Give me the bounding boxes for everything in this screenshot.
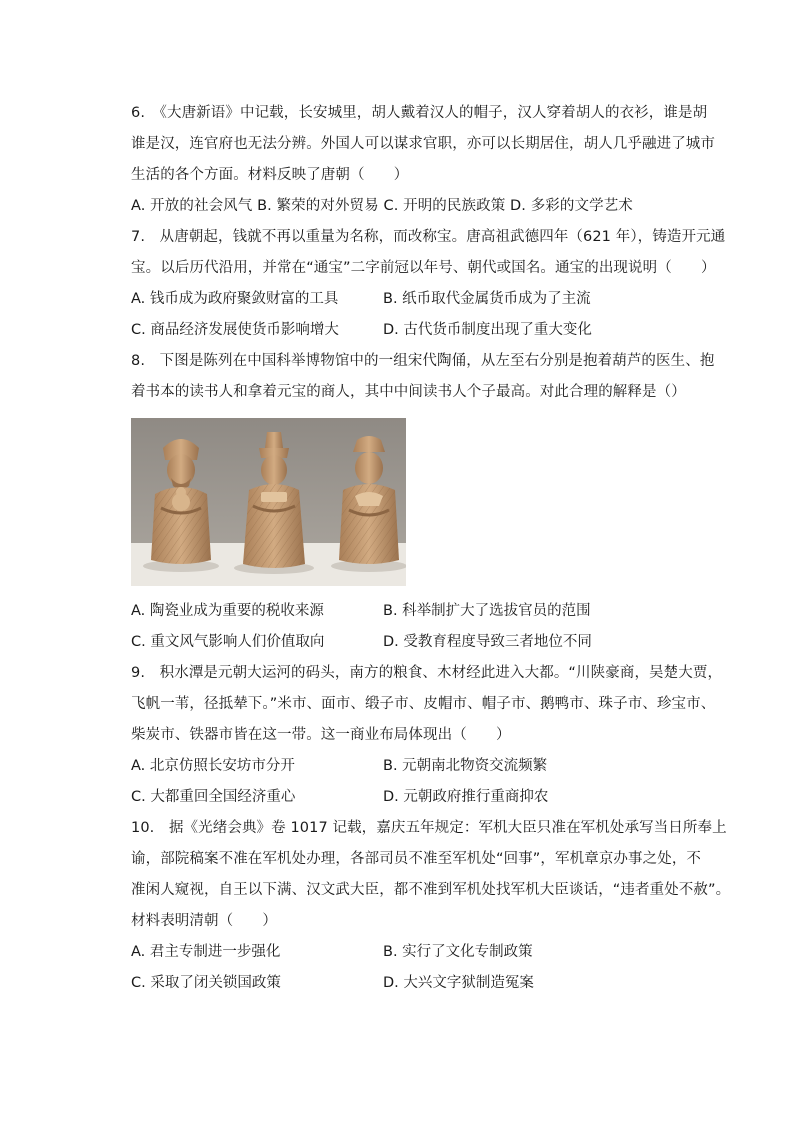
q9-option-d: D. 元朝政府推行重商抑农 — [383, 789, 549, 805]
q9-line1: 9. 积水潭是元朝大运河的码头，南方的粮食、木材经此进入大都。“川陕豪商，吴楚大贾， — [131, 665, 723, 681]
q7-option-a: A. 钱币成为政府聚敛财富的工具 — [131, 291, 339, 307]
q6-line1: 6. 《大唐新语》中记载，长安城里，胡人戴着汉人的帽子，汉人穿着胡人的衣衫，谁是胡 — [131, 105, 708, 121]
q9-line3: 柴炭市、铁器市皆在这一带。这一商业布局体现出（ ） — [131, 727, 511, 743]
song-pottery-figurines-photo — [131, 418, 406, 586]
q10-line4: 材料表明清朝（ ） — [131, 913, 277, 929]
q10-option-a: A. 君主专制进一步强化 — [131, 944, 281, 960]
q6-line3: 生活的各个方面。材料反映了唐朝（ ） — [131, 167, 409, 183]
q7-line2: 宝。以后历代沿用，并常在“通宝”二字前冠以年号、朝代或国名。通宝的出现说明（ ） — [131, 260, 716, 276]
q9-option-a: A. 北京仿照长安坊市分开 — [131, 758, 295, 774]
q7-option-c: C. 商品经济发展使货币影响增大 — [131, 322, 339, 338]
q8-option-b: B. 科举制扩大了选拔官员的范围 — [383, 603, 591, 619]
q10-line2: 谕，部院稿案不准在军机处办理，各部司员不准至军机处“回事”，军机章京办事之处，不 — [131, 851, 702, 867]
q10-option-d: D. 大兴文字狱制造冤案 — [383, 975, 534, 991]
q6-line2: 谁是汉，连官府也无法分辨。外国人可以谋求官职，亦可以长期居住，胡人几乎融进了城市 — [131, 136, 715, 152]
q10-line1: 10. 据《光绪会典》卷 1017 记载，嘉庆五年规定：军机大臣只准在军机处承写当日所奉上 — [131, 820, 727, 836]
q8-option-a: A. 陶瓷业成为重要的税收来源 — [131, 603, 324, 619]
q7-option-d: D. 古代货币制度出现了重大变化 — [383, 322, 592, 338]
q10-option-c: C. 采取了闭关锁国政策 — [131, 975, 281, 991]
q9-line2: 飞帆一苇，径抵辇下。”米市、面市、缎子市、皮帽市、帽子市、鹅鸭市、珠子市、珍宝市、 — [131, 696, 716, 712]
q6-options: A. 开放的社会风气 B. 繁荣的对外贸易 C. 开明的民族政策 D. 多彩的文学艺术 — [131, 198, 633, 214]
q10-line3: 准闲人窥视，自王以下满、汉文武大臣，都不准到军机处找军机大臣谈话，“违者重处不赦”。 — [131, 882, 731, 898]
q7-line1: 7. 从唐朝起，钱就不再以重量为名称，而改称宝。唐高祖武德四年（621 年），铸造开元通 — [131, 229, 726, 245]
q8-option-c: C. 重文风气影响人们价值取向 — [131, 634, 325, 650]
q8-line2: 着书本的读书人和拿着元宝的商人，其中中间读书人个子最高。对此合理的解释是（） — [131, 384, 686, 400]
q7-option-b: B. 纸币取代金属货币成为了主流 — [383, 291, 591, 307]
q9-option-c: C. 大都重回全国经济重心 — [131, 789, 296, 805]
q9-option-b: B. 元朝南北物资交流频繁 — [383, 758, 548, 774]
q8-line1: 8. 下图是陈列在中国科举博物馆中的一组宋代陶俑，从左至右分别是抱着葫芦的医生、抱 — [131, 353, 715, 369]
q8-option-d: D. 受教育程度导致三者地位不同 — [383, 634, 592, 650]
q10-option-b: B. 实行了文化专制政策 — [383, 944, 533, 960]
